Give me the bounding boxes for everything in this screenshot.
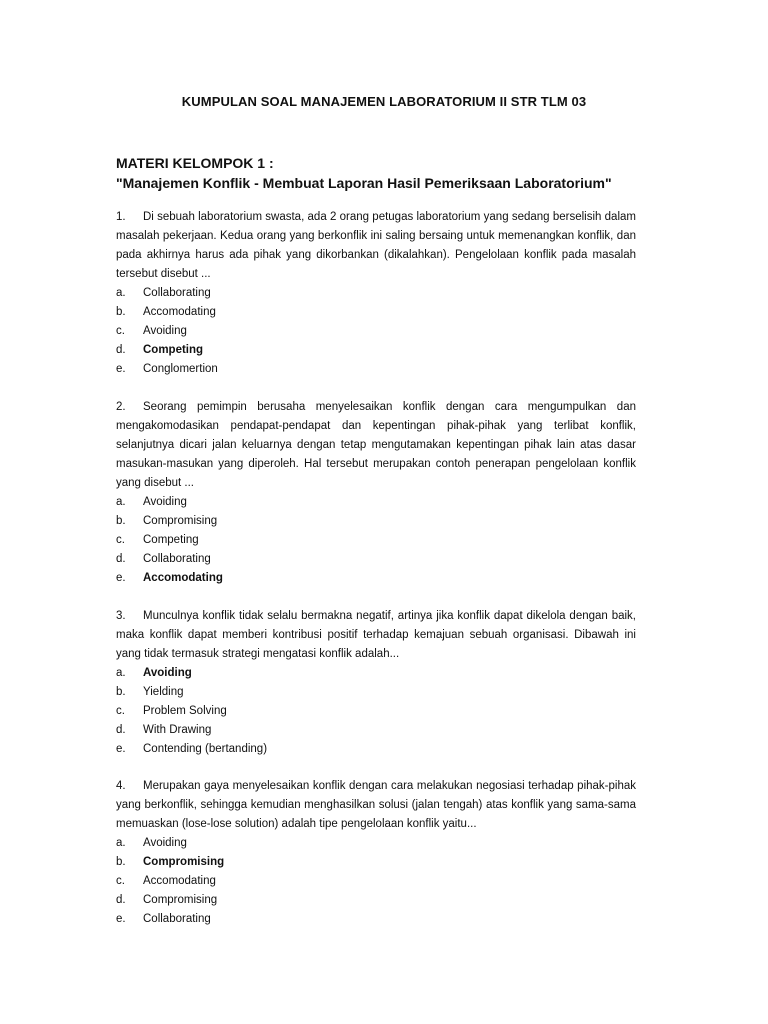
question-body: Seorang pemimpin berusaha menyelesaikan konflik dengan cara mengumpulkan dan mengakomodasikan pendapat-pendapat dan kepentingan pihak-pihak yang terlibat konflik, selanjutnya dicari jalan keluarnya dengan tetap mengutamakan kepentingan pihak lain atas dasar masukan-masukan yang diperoleh. Hal tersebut merupakan contoh penerapan pengelolaan konflik yang disebut ... <box>116 401 636 489</box>
option-letter: b. <box>116 306 126 318</box>
option-text: Accomodating <box>143 875 216 887</box>
option-a <box>116 493 636 512</box>
option-letter: c. <box>116 325 125 337</box>
option-letter: b. <box>116 686 126 698</box>
option-d <box>116 891 636 910</box>
option-text: Accomodating <box>143 572 223 584</box>
option-b <box>116 512 636 531</box>
option-text: Avoiding <box>143 667 192 679</box>
option-text: Compromising <box>143 515 218 527</box>
page-title: KUMPULAN SOAL MANAJEMEN LABORATORIUM II STR TLM 03 <box>181 94 587 109</box>
option-b <box>116 303 636 322</box>
option-letter: c. <box>116 534 125 546</box>
option-letter: a. <box>116 496 126 508</box>
option-letter: d. <box>116 894 126 906</box>
option-letter: a. <box>116 667 126 679</box>
option-letter: a. <box>116 837 126 849</box>
option-c <box>116 872 636 891</box>
option-d <box>116 721 636 740</box>
option-text: With Drawing <box>143 724 212 736</box>
question-text <box>116 398 636 493</box>
option-text: Competing <box>143 344 204 356</box>
option-d <box>116 550 636 569</box>
option-e-answer <box>116 569 636 588</box>
option-text: Avoiding <box>143 325 187 337</box>
option-text: Compromising <box>143 856 225 868</box>
section-label: MATERI KELOMPOK 1 : <box>116 155 274 171</box>
option-letter: d. <box>116 553 126 565</box>
question-text <box>116 777 636 834</box>
question-number: 2. <box>116 401 126 413</box>
option-text: Collaborating <box>143 913 211 925</box>
question-1 <box>116 208 636 379</box>
section-heading <box>116 153 612 193</box>
option-text: Compromising <box>143 894 218 906</box>
option-text: Competing <box>143 534 199 546</box>
option-letter: e. <box>116 363 126 375</box>
option-c <box>116 322 636 341</box>
option-a <box>116 834 636 853</box>
option-b-answer <box>116 853 636 872</box>
option-c <box>116 702 636 721</box>
section-topic: "Manajemen Konflik - Membuat Laporan Hasil Pemeriksaan Laboratorium" <box>116 175 612 191</box>
option-letter: d. <box>116 724 126 736</box>
option-letter: b. <box>116 856 126 868</box>
question-text <box>116 208 636 284</box>
option-letter: e. <box>116 572 126 584</box>
question-text <box>116 607 636 664</box>
option-a <box>116 284 636 303</box>
option-text: Avoiding <box>143 837 187 849</box>
option-letter: d. <box>116 344 126 356</box>
option-text: Yielding <box>143 686 184 698</box>
option-text: Collaborating <box>143 287 211 299</box>
option-letter: a. <box>116 287 126 299</box>
question-number: 4. <box>116 780 126 792</box>
question-number: 1. <box>116 211 126 223</box>
option-d-answer <box>116 341 636 360</box>
option-text: Problem Solving <box>143 705 227 717</box>
question-body: Di sebuah laboratorium swasta, ada 2 orang petugas laboratorium yang sedang berselisih dalam masalah pekerjaan. Kedua orang yang berkonflik ini saling bersaing untuk memenangkan konflik, dan pada akhirnya harus ada pihak yang dikorbankan (dikalahkan). Pengelolaan konflik pada masalah tersebut disebut ... <box>116 211 636 280</box>
question-3 <box>116 607 636 759</box>
question-number: 3. <box>116 610 126 622</box>
option-text: Conglomertion <box>143 363 218 375</box>
option-letter: e. <box>116 743 126 755</box>
question-body: Munculnya konflik tidak selalu bermakna negatif, artinya jika konflik dapat dikelola dengan baik, maka konflik dapat memberi kontribusi positif terhadap kemajuan sebuah organisasi. Dibawah ini yang tidak termasuk strategi mengatasi konflik adalah... <box>116 610 636 660</box>
question-2 <box>116 398 636 588</box>
option-letter: c. <box>116 875 125 887</box>
question-4 <box>116 777 636 929</box>
option-text: Accomodating <box>143 306 216 318</box>
question-body: Merupakan gaya menyelesaikan konflik dengan cara melakukan negosiasi terhadap pihak-pihak yang berkonflik, sehingga kemudian menghasilkan solusi (jalan tengah) atas konflik yang sama-sama memuaskan (lose-lose solution) adalah tipe pengelolaan konflik yaitu... <box>116 780 636 830</box>
option-letter: c. <box>116 705 125 717</box>
option-text: Avoiding <box>143 496 187 508</box>
option-letter: e. <box>116 913 126 925</box>
option-a-answer <box>116 664 636 683</box>
option-e <box>116 740 636 759</box>
option-b <box>116 683 636 702</box>
option-text: Collaborating <box>143 553 211 565</box>
option-e <box>116 910 636 929</box>
option-text: Contending (bertanding) <box>143 743 268 755</box>
option-e <box>116 360 636 379</box>
option-letter: b. <box>116 515 126 527</box>
option-c <box>116 531 636 550</box>
